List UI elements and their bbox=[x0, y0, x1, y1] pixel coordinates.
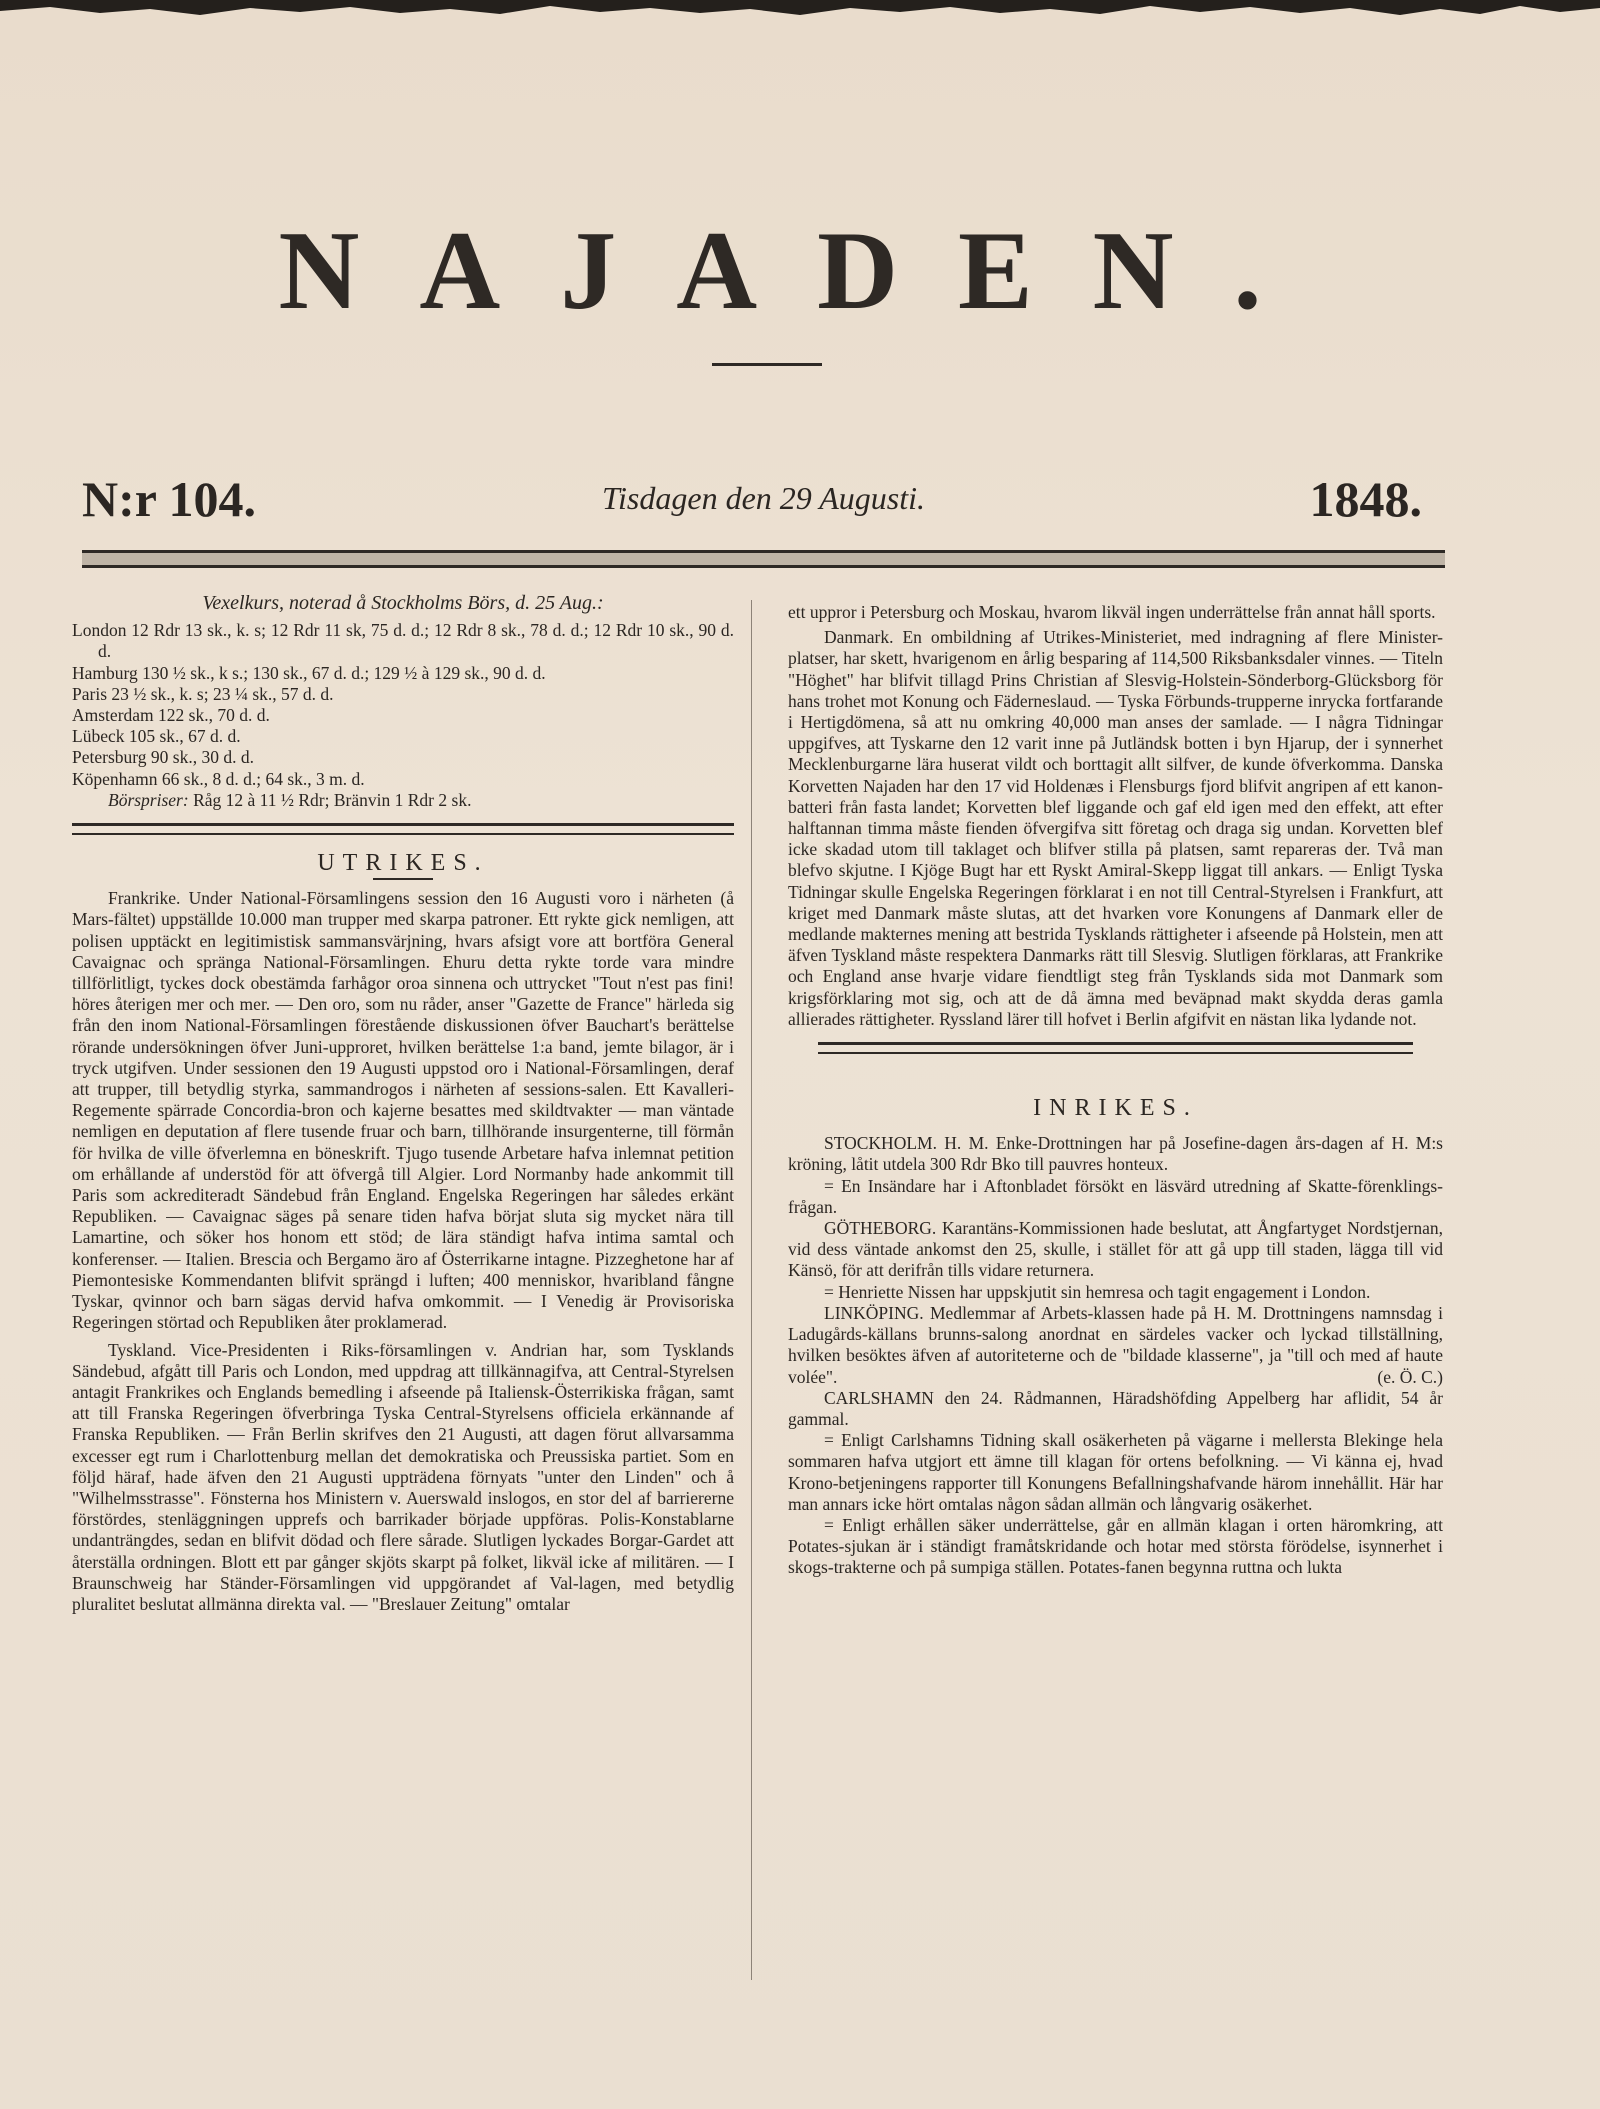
masthead-title: NAJADEN. bbox=[278, 209, 1322, 333]
exchange-line: Lübeck 105 sk., 67 d. d. bbox=[72, 726, 241, 747]
header-rule bbox=[82, 550, 1445, 568]
source-signature: (e. Ö. C.) bbox=[1377, 1366, 1443, 1387]
column-divider bbox=[751, 600, 752, 1980]
issue-year: 1848. bbox=[1309, 471, 1422, 527]
exchange-line: Amsterdam 122 sk., 70 d. d. bbox=[72, 705, 270, 726]
right-column bbox=[788, 602, 1443, 1579]
article-carlshamn: CARLSHAMN den 24. Rådmannen, Häradshöfding Appelberg har aflidit, 54 år gammal. bbox=[788, 1387, 1443, 1429]
issue-date: Tisdagen den 29 Augusti. bbox=[602, 480, 925, 516]
bors-text: Råg 12 à 11 ½ Rdr; Bränvin 1 Rdr 2 sk. bbox=[188, 789, 472, 810]
article-linkoping bbox=[788, 1303, 1443, 1388]
inrikes-heading: INRIKES. bbox=[1033, 1095, 1198, 1122]
masthead-rule bbox=[712, 363, 822, 366]
article-goteborg-2: = Henriette Nissen har uppskjutit sin hemresa och tagit engagement i London. bbox=[824, 1281, 1371, 1302]
section-rule bbox=[72, 823, 734, 835]
article-carlshamn-2: = Enligt Carlshamns Tidning skall osäkerheten på vägarne i mellersta Blekinge hela sommaren hafva utgjort ett ämne till klagan för ortens befolkning. — Vi känna ej, hvad Krono-betjeningens rapporter till Konungens Befallningshafvande härom innehållit. Här har man annars icke hört omtalas någon sådan allmän och långvarig osäkerhet. bbox=[788, 1430, 1443, 1514]
exchange-line: Hamburg 130 ½ sk., k s.; 130 sk., 67 d. d.; 129 ½ à 129 sk., 90 d. d. bbox=[72, 662, 546, 683]
exchange-line: Petersburg 90 sk., 30 d. d. bbox=[72, 747, 254, 768]
article-tyskland-continued: ett uppror i Petersburg och Moskau, hvarom likväl ingen underrättelse från annat håll sports. bbox=[788, 602, 1436, 622]
article-linkoping-text: LINKÖPING. Medlemmar af Arbets-klassen hade på H. M. Drottningens namnsdag i Ladugårds-källans brunns-salong anordnat en särdeles vacker och lyckad tillställning, hvilken besöktes äfven af autoriteterne och de "bildade klasserne", ja "till och med af haute volée". bbox=[788, 1302, 1443, 1387]
issue-line bbox=[82, 470, 1422, 530]
exchange-title: Vexelkurs, noterad å Stockholms Börs, d. 25 Aug.: bbox=[202, 592, 604, 614]
bors-prices bbox=[72, 790, 734, 811]
article-frankrike: Frankrike. Under National-Församlingens session den 16 Augusti voro i närheten (å Mars-fältet) uppställde 10.000 man trupper med skarpa patroner. Ett rykte gick nemligen, att polisen upptäckt en legitimistisk sammansvärjning, hvars afsigt vore att bortföra General Cavaignac och spränga National-Församlingen. Ehuru detta rykte torde vara mindre tillförlitligt, tyckes dock obestämda farhågor oroa sinnena och uttrycket "Tout n'est pas fini! höres återigen mer och mer. — Den oro, som nu råder, anser "Gazette de France" härleda sig från den inom National-Församlingen förestående diskussionen öfver Bauchart's berättelse rörande undersökningen öfver Juni-upproret, hvilken berättelse 1:a band, jemte bilagor, är i tryck utgifven. Under sessionen den 19 Augusti uppstod oro i National-Församlingen, deraf att trupper, till betydlig styrka, sammandrogos i närheten af sessions-salen. Ett Kavalleri-Regemente spärrade Concordia-bron och kajerne besattes med skildtvakter — man väntade nemligen en deputation af flere tusende fruar och barn, tillhörande insurgenterne, till förmån för hvilka de ville öfverlemna en böneskrift. Tjugo tusende Arbetare hafva inlemnat petition om erhållande af understöd för att öfvergå till Algier. Lord Normanby hade ankommit till Paris som ackrediteradt Sändebud från England. Engelska Regeringen har således erkänt Republiken. — Cavaignac säges på senare tiden hafva börjat sluta sig mycket nära till Lamartine, och söker hos honom ett stöd; de lära ständigt hafva intima samtal och konferenser. — Italien. Brescia och Bergamo äro af Österrikarne intagne. Pizzeghetone har af Piemontesiske Kommendanten blifvit sprängd i luften; 400 menniskor, hvaribland fångne Tyskar, qvinnor och barn sägas dervid hafva omkommit. — I Venedig är Provisoriska Regeringen störtad och Republiken åter proklamerad. bbox=[72, 888, 734, 1333]
section-rule bbox=[818, 1042, 1413, 1054]
torn-top-edge bbox=[0, 0, 1600, 24]
article-stockholm: STOCKHOLM. H. M. Enke-Drottningen har på Josefine-dagen års-dagen af H. M:s kröning, låtit utdela 300 Rdr Bko till pauvres honteux. bbox=[788, 1133, 1443, 1175]
heading-rule bbox=[373, 878, 433, 880]
issue-number: N:r 104. bbox=[82, 471, 257, 527]
exchange-line: Paris 23 ½ sk., k. s; 23 ¼ sk., 57 d. d. bbox=[72, 683, 334, 704]
exchange-line: London 12 Rdr 13 sk., k. s; 12 Rdr 11 sk, 75 d. d.; 12 Rdr 8 sk., 78 d. d.; 12 Rdr 10 sk., 90 d. d. bbox=[72, 620, 734, 662]
article-danmark: Danmark. En ombildning af Utrikes-Ministeriet, med indragning af flere Minister-platser, har skett, hvarigenom en årlig besparing af 114,500 Riksbanksdaler vinnes. — Titeln "Höghet" har blifvit tillagd Prins Christian af Slesvig-Holstein-Sönderborg-Glücksborg för hans trohet mot Konung och Fäderneslaud. — Tyska Förbunds-trupperne inrycka fortfarande i Hertigdömena, så att nu omkring 40,000 man anses der samlade. — I några Tidningar uppgifves, att Tyskarne den 12 varit inne på Jutländsk botten i byn Hjarup, der i synnerhet Mecklenburgarne lära huserat vildt och borttagit allt silfver, de kunde öfverkomma. Danska Korvetten Najaden har den 17 vid Holdenæs i Flensburgs fjord blifvit angripen af ett kanon-batteri från fasta landet; Korvetten blef liggande och gaf eld igen med den effekt, att efter halftannan timma måste fienden öfvergifva sitt företag och draga sig undan. Korvetten blef icke skadad utom till taklaget och blifver stilla på platsen, samt repareras der. Två man blefvo skjutne. I Kjöge Bugt har ett Ryskt Amiral-Skepp liggat till ankars. — Enligt Tyska Tidningar skulle Engelska Regeringen förklarat i en not till Central-Styrelsen i Frankfurt, att kriget med Danmark måste slutas, att det hvarken vore Konungens af Danmark eller de medlande makternes mening att bestrida Tysklands rättigheter i afseende på Holstein, men att äfven Tyskland måste respektera Danmarks rätt till Slesvig. Slutligen förklaras, att Frankrike och England anse hvarje vidare fiendtligt steg från Tysklands sida mot Danmark som krigsförklaring mot sig, och att de då ämna med beväpnad makt skydda deras gamla allierades rättigheter. Ryssland lärer till hofvet i Berlin afgifvit en nästan lika lydande not. bbox=[788, 627, 1443, 1029]
utrikes-heading: UTRIKES. bbox=[317, 850, 489, 877]
article-stockholm-2: = En Insändare har i Aftonbladet försökt en läsvärd utredning af Skatte-förenklings-frågan. bbox=[788, 1175, 1443, 1217]
article-tyskland: Tyskland. Vice-Presidenten i Riks-församlingen v. Andrian har, som Tysklands Sändebud, afgått till Paris och London, med uppdrag att tillkännagifva, att Central-Styrelsen antagit Frankrikes och Englands bemedling i afseende på Italiensk-Österrikiska frågan, samt att till Franska Regeringen öfverbringa Tyska Central-Styrelsens officiela erkännande af Franska Republiken. — Från Berlin skrifves den 21 Augusti, att dagen förut allvarsamma excesser egt rum i Charlottenburg mellan det demokratiska och Preussiska partiet. Som en följd häraf, hade äfven den 21 Augusti uppträdena förnyats "unter den Linden" och å "Wilhelmsstrasse". Fönsterna hos Ministern v. Auerswald inslogos, en stor del af barriererne förstördes, stenläggningen upprefs och barrikader började uppföras. Polis-Konstablarne undanträngdes, sedan en blifvit dödad och flere sårade. Slutligen lyckades Borgar-Gardet att återställa ordningen. Blott ett par gånger skjöts skarpt på folket, likväl icke af militären. — I Braunschweig har Ständer-Församlingen vid uppgörandet af Val-lagen, med betydlig pluralitet beslutat allmänna direkta val. — "Breslauer Zeitung" omtalar bbox=[72, 1339, 734, 1614]
exchange-line: Köpenhamn 66 sk., 8 d. d.; 64 sk., 3 m. d. bbox=[72, 768, 365, 789]
article-goteborg: GÖTHEBORG. Karantäns-Kommissionen hade beslutat, att Ångfartyget Nordstjernan, vid dess väntade ankomst den 25, skulle, i stället för att gå upp till staden, lägga till vid Känsö, för att derifrån tills vidare returnera. bbox=[788, 1218, 1443, 1281]
article-carlshamn-3: = Enligt erhållen säker underrättelse, går en allmän klagan i orten häromkring, att Potates-sjukan är i ständigt framåtskridande och hotar med största förödelse, isynnerhet i skogs-trakterne och på sumpiga ställen. Potates-fanen begynna ruttna och lukta bbox=[788, 1514, 1443, 1578]
bors-label: Börspriser: bbox=[108, 789, 189, 810]
left-column bbox=[72, 593, 734, 1615]
